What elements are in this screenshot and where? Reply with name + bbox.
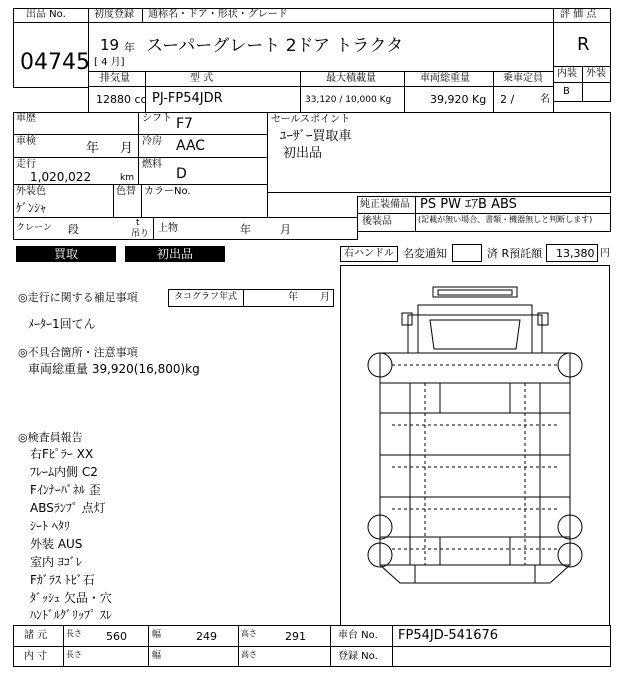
color-no-label: カラーNo. — [144, 186, 191, 197]
interior-dim-label: 内 寸 — [24, 651, 48, 662]
width-label: 幅 — [152, 630, 162, 640]
length: 560 — [106, 630, 127, 643]
crane-t: t — [136, 218, 140, 228]
inspector-line: Fｶﾞﾗｽ ﾄﾋﾞ石 — [30, 573, 95, 587]
height-label-2: 高さ — [241, 650, 257, 659]
inspector-line: ﾀﾞｯｼｭ 欠品・穴 — [30, 591, 112, 605]
tacho-month: 月 — [320, 292, 330, 303]
name-label: 通称名・ドア・形状・グレード — [148, 9, 288, 20]
overall-grade: R — [577, 34, 590, 55]
color-change-label: 色替 — [116, 186, 136, 197]
vehicle-name: スーパーグレート 2ドア トラクタ — [146, 36, 404, 56]
width: 249 — [196, 630, 217, 643]
mileage-note: ﾒｰﾀｰ1回てん — [28, 317, 96, 331]
upper-label: 上物 — [158, 223, 178, 234]
fuel: D — [176, 166, 187, 182]
first-reg-label: 初度登録 — [94, 9, 134, 20]
registration-label: 登録 No. — [338, 651, 378, 662]
height-label: 高さ — [241, 629, 257, 638]
ac-label: 冷房 — [142, 136, 162, 147]
first-listing-tag: 初出品 — [125, 246, 225, 262]
inspector-line: 外装 AUS — [30, 537, 83, 551]
capacity: 2 / — [500, 93, 515, 106]
rhd-label: 右ハンドル — [340, 246, 398, 262]
interior-grade-label: 内装 — [557, 68, 577, 79]
mileage: 1,020,022 — [30, 170, 92, 184]
fuel-label: 燃料 — [142, 159, 162, 170]
chassis-number: FP54JD-541676 — [398, 628, 499, 643]
gross-weight: 39,920 Kg — [430, 93, 487, 106]
defect-note: 車両総重量 39,920(16,800)kg — [28, 362, 200, 376]
crane-steps: 段 — [68, 223, 79, 236]
interior-grade: B — [563, 86, 570, 97]
crane-box — [13, 217, 358, 240]
width-label-2: 幅 — [152, 651, 162, 661]
tacho-label: タコグラフ年式 — [174, 292, 238, 302]
inspector-line: ABSﾗﾝﾌﾟ 点灯 — [30, 501, 106, 515]
inspector-line: 右Fﾋﾟﾗｰ XX — [30, 447, 94, 461]
sales-line-2: 初出品 — [283, 146, 323, 161]
crane-label: クレーン — [16, 223, 52, 233]
gross-weight-label: 車両総重量 — [420, 73, 470, 84]
lot-box — [13, 8, 89, 88]
mileage-unit: km — [120, 173, 134, 183]
notice-label: 名変通知 — [403, 247, 447, 260]
defect-header: ◎不具合箇所・注意事項 — [18, 346, 138, 359]
first-reg-year: 19 — [100, 36, 120, 54]
year-unit: 年 — [124, 41, 135, 54]
tacho-year: 年 — [288, 292, 298, 303]
capacity-label: 乗車定員 — [503, 73, 543, 84]
inspector-line: Fｲﾝﾅｰﾊﾟﾈﾙ 歪 — [30, 483, 101, 497]
inspector-line: ﾌﾚｰﾑ内側 C2 — [30, 465, 98, 479]
shift: F7 — [176, 116, 193, 132]
sales-label: セールスポイント — [271, 114, 351, 125]
purchase-tag: 買取 — [16, 246, 116, 262]
truck-diagram — [340, 265, 610, 626]
inspector-line: 室内 ﾖｺﾞﾚ — [30, 555, 82, 569]
shift-label: シフト — [142, 113, 172, 124]
color-label: 外装色 — [16, 186, 46, 197]
equipment-label: 純正装備品 — [360, 199, 410, 210]
length-label: 長さ — [66, 629, 82, 638]
history-label: 車歴 — [16, 113, 36, 124]
model: PJ-FP54JDR — [152, 91, 223, 106]
aftermarket-note: (記載が無い場合、書類・機器無しと判断します) — [418, 215, 593, 224]
ac: AAC — [176, 138, 206, 154]
grade-label: 評 価 点 — [560, 9, 597, 20]
recycle-value: 13,380 — [556, 247, 595, 260]
crane-hang: 吊り — [131, 229, 150, 239]
inspection-month: 月 — [120, 141, 134, 156]
chassis-label: 車台 No. — [338, 630, 378, 641]
exterior-grade-label: 外装 — [586, 68, 606, 79]
lot-label: 出品 No. — [26, 9, 66, 20]
max-load-label: 最大積載量 — [326, 73, 376, 84]
inspector-line: ﾊﾝﾄﾞﾙｸﾞﾘｯﾌﾟ ｽﾚ — [30, 608, 112, 622]
height: 291 — [285, 630, 306, 643]
sales-line-1: ﾕｰｻﾞｰ買取車 — [280, 129, 352, 144]
max-load: 33,120 / 10,000 Kg — [305, 95, 392, 105]
displacement-label: 排気量 — [100, 73, 130, 84]
color: ｹﾞﾝｼｬ — [16, 201, 47, 215]
equipment-value: PS PW ｴｱB ABS — [420, 197, 517, 212]
first-reg-month: [ 4 月] — [94, 57, 125, 68]
aftermarket-label: 後装品 — [362, 216, 392, 227]
mileage-label: 走行 — [16, 159, 36, 170]
capacity-unit: 名 — [540, 94, 550, 105]
notice-box — [452, 244, 482, 262]
displacement: 12880 cc — [96, 93, 147, 106]
spec-label: 諸 元 — [24, 630, 48, 641]
inspector-header: ◎検査員報告 — [18, 431, 83, 444]
recycle-label: 済 R預託額 — [487, 247, 543, 260]
mileage-note-header: ◎走行に関する補足事項 — [18, 291, 138, 304]
model-label: 型 式 — [190, 73, 214, 84]
upper-year: 年 — [240, 223, 251, 236]
inspection-year: 年 — [86, 141, 100, 156]
length-label-2: 長さ — [66, 650, 82, 659]
inspection-label: 車検 — [16, 136, 36, 147]
inspector-line: ｼｰﾄ ﾍﾀﾘ — [30, 519, 70, 533]
yen-label: 円 — [600, 248, 610, 259]
lot-number: 04745 — [20, 50, 90, 75]
upper-month: 月 — [280, 223, 291, 236]
